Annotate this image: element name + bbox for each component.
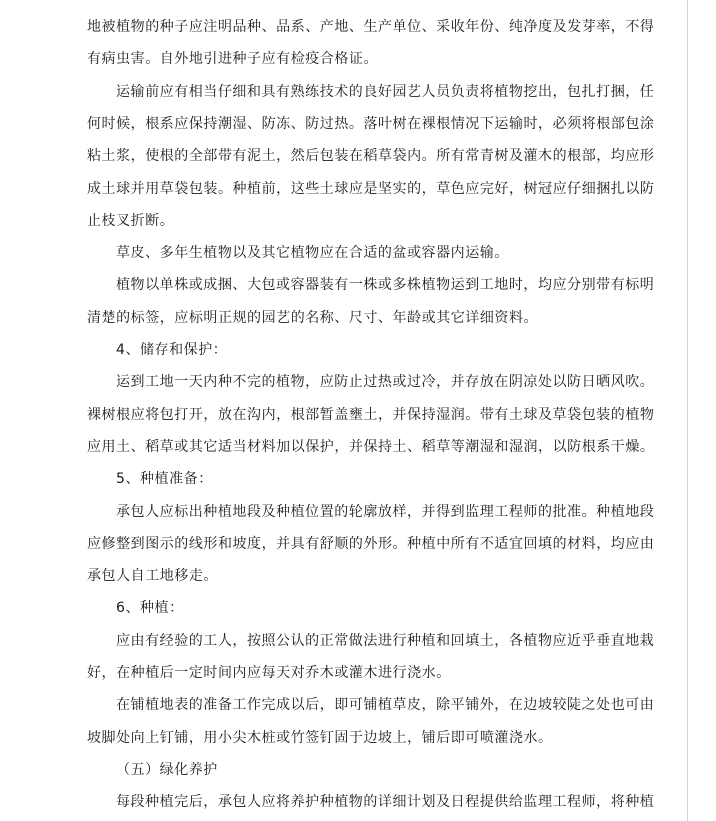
- document-line: 承包人自工地移走。: [87, 568, 218, 585]
- document-line: 坡脚处向上钉铺，用小尖木桩或竹签钉固于边坡上，铺后即可喷灌浇水。: [87, 729, 553, 746]
- document-line: 运输前应有相当仔细和具有熟练技术的良好园艺人员负责将植物挖出，包扎打捆，任: [116, 83, 655, 100]
- document-line: （五）绿化养护: [116, 761, 218, 778]
- document-line: 草皮、多年生植物以及其它植物应在合适的盆或容器内运输。: [116, 245, 509, 262]
- document-line: 应由有经验的工人，按照公认的正常做法进行种植和回填土，各植物应近乎垂直地栽: [116, 632, 655, 649]
- document-line: 地被植物的种子应注明品种、品系、产地、生产单位、采收年份、纯净度及发芽率，不得: [87, 19, 655, 35]
- document-line: 4、储存和保护：: [116, 342, 228, 358]
- document-line: 运到工地一天内种不完的植物，应防止过热或过冷，并存放在阴凉处以防日晒风吹。: [116, 374, 655, 391]
- document-line: 植物以单株或成捆、大包或容器装有一株或多株植物运到工地时，均应分别带有标明: [116, 277, 655, 294]
- page-margin-line: [687, 0, 688, 821]
- document-line: 每段种植完后，承包人应将养护种植物的详细计划及日程提供给监理工程师，将种植: [116, 794, 655, 811]
- document-line: 止枝叉折断。: [87, 212, 175, 229]
- document-line: 5、种植准备：: [116, 471, 213, 488]
- document-line: 6、种植：: [116, 600, 184, 617]
- document-line: 粘土浆，使根的全部带有泥土，然后包装在稻草袋内。所有常青树及灌木的根部，均应形: [87, 148, 655, 165]
- document-line: 在铺植地表的准备工作完成以后，即可铺植草皮，除平铺外，在边坡较陡之处也可由: [116, 697, 655, 714]
- document-line: 何时候，根系应保持潮湿、防冻、防过热。落叶树在裸根情况下运输时，必须将根部包涂: [87, 115, 655, 132]
- document-line: 好，在种植后一定时间内应每天对乔木或灌木进行浇水。: [87, 665, 451, 681]
- document-line: 承包人应标出种植地段及种植位置的轮廓放样，并得到监理工程师的批准。种植地段: [116, 503, 655, 520]
- document-line: 裸树根应将包打开，放在沟内，根部暂盖壅土，并保持湿润。带有土球及草袋包装的植物: [87, 406, 655, 423]
- document-line: 成土球并用草袋包装。种植前，这些土球应是坚实的，草色应完好，树冠应仔细捆扎以防: [87, 180, 655, 197]
- document-line: 应用土、稻草或其它适当材料加以保护，并保持土、稻草等潮湿和湿润，以防根系干燥。: [87, 438, 655, 455]
- document-line: 有病虫害。自外地引进种子应有检疫合格证。: [87, 51, 378, 68]
- document-line: 应修整到图示的线形和坡度，并具有舒顺的外形。种植中所有不适宜回填的材料，均应由: [87, 535, 655, 552]
- document-line: 清楚的标签，应标明正规的园艺的名称、尺寸、年龄或其它详细资料。: [87, 309, 539, 326]
